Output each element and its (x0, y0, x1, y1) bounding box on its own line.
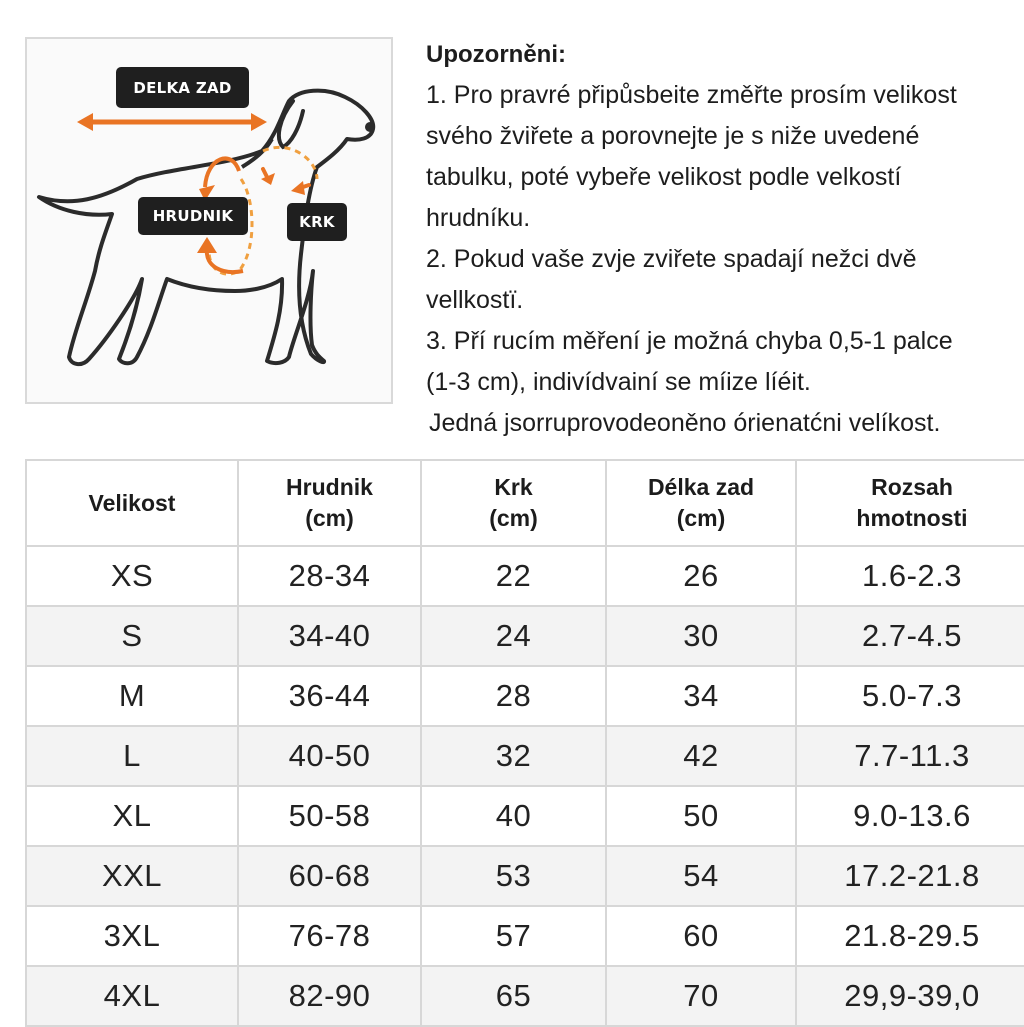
cell-weight: 9.0-13.6 (796, 786, 1024, 846)
chest-label: HRUDNIK (138, 197, 248, 235)
back-length-arrow (77, 113, 267, 131)
cell-neck: 57 (421, 906, 606, 966)
notes-heading: Upozorněni: (426, 41, 566, 68)
cell-neck: 53 (421, 846, 606, 906)
cell-neck: 24 (421, 606, 606, 666)
cell-size: L (26, 726, 238, 786)
notes-line: 3. Pří rucím měření je možná chyba 0,5-1 palce (426, 327, 953, 355)
chest-arrow-bottom (197, 237, 217, 253)
cell-back-length: 60 (606, 906, 796, 966)
cell-back-length: 50 (606, 786, 796, 846)
cell-chest: 40-50 (238, 726, 421, 786)
cell-back-length: 34 (606, 666, 796, 726)
notes-line: hrudníku. (426, 204, 531, 232)
cell-neck: 28 (421, 666, 606, 726)
cell-back-length: 30 (606, 606, 796, 666)
notes-section (426, 34, 1024, 444)
table-row (26, 546, 1024, 606)
table-row (26, 786, 1024, 846)
neck-dashed-loop (263, 147, 317, 179)
table-row (26, 966, 1024, 1026)
cell-size: 3XL (26, 906, 238, 966)
cell-size: XL (26, 786, 238, 846)
cell-weight: 5.0-7.3 (796, 666, 1024, 726)
cell-size: M (26, 666, 238, 726)
notes-line: vellkostï. (426, 286, 524, 314)
cell-weight: 1.6-2.3 (796, 546, 1024, 606)
header-chest: Hrudnik (cm) (238, 460, 421, 546)
cell-chest: 28-34 (238, 546, 421, 606)
cell-neck: 32 (421, 726, 606, 786)
cell-size: 4XL (26, 966, 238, 1026)
cell-back-length: 54 (606, 846, 796, 906)
cell-chest: 82-90 (238, 966, 421, 1026)
table-row (26, 846, 1024, 906)
notes-line: 1. Pro pravré připůsbeite změřte prosím velikost (426, 81, 957, 109)
back-length-label: DELKA ZAD (116, 67, 249, 108)
notes-line: svého žviřete a porovnejte je s niže uvedené (426, 122, 920, 150)
cell-weight: 17.2-21.8 (796, 846, 1024, 906)
cell-weight: 7.7-11.3 (796, 726, 1024, 786)
table-row (26, 606, 1024, 666)
header-back-length: Délka zad (cm) (606, 460, 796, 546)
header-neck: Krk (cm) (421, 460, 606, 546)
table-row (26, 726, 1024, 786)
header-size: Velikost (26, 460, 238, 546)
cell-weight: 21.8-29.5 (796, 906, 1024, 966)
table-header-row (26, 460, 1024, 546)
cell-size: XXL (26, 846, 238, 906)
cell-back-length: 42 (606, 726, 796, 786)
cell-size: XS (26, 546, 238, 606)
cell-chest: 76-78 (238, 906, 421, 966)
header-weight-range: Rozsah hmotnosti (796, 460, 1024, 546)
table-row (26, 906, 1024, 966)
neck-arrows (261, 169, 309, 195)
cell-size: S (26, 606, 238, 666)
dog-nose (365, 122, 375, 132)
notes-line: tabulku, poté vybeře velikost podle velkostí (426, 163, 902, 191)
cell-back-length: 70 (606, 966, 796, 1026)
cell-chest: 36-44 (238, 666, 421, 726)
notes-line: 2. Pokud vaše zvje zviřete spadají nežci dvě (426, 245, 917, 273)
cell-back-length: 26 (606, 546, 796, 606)
size-table (25, 459, 1024, 1027)
neck-label: KRK (287, 203, 347, 241)
notes-line: Jedná jsorruprovodeoněno órienatćni velíkost. (429, 409, 941, 437)
cell-chest: 50-58 (238, 786, 421, 846)
cell-neck: 22 (421, 546, 606, 606)
cell-chest: 60-68 (238, 846, 421, 906)
cell-neck: 65 (421, 966, 606, 1026)
cell-weight: 29,9-39,0 (796, 966, 1024, 1026)
cell-neck: 40 (421, 786, 606, 846)
dog-measurement-diagram (25, 37, 393, 404)
cell-weight: 2.7-4.5 (796, 606, 1024, 666)
table-row (26, 666, 1024, 726)
dog-ear (279, 101, 303, 147)
cell-chest: 34-40 (238, 606, 421, 666)
notes-line: (1-3 cm), indivídvainí se míize líéit. (426, 368, 811, 396)
